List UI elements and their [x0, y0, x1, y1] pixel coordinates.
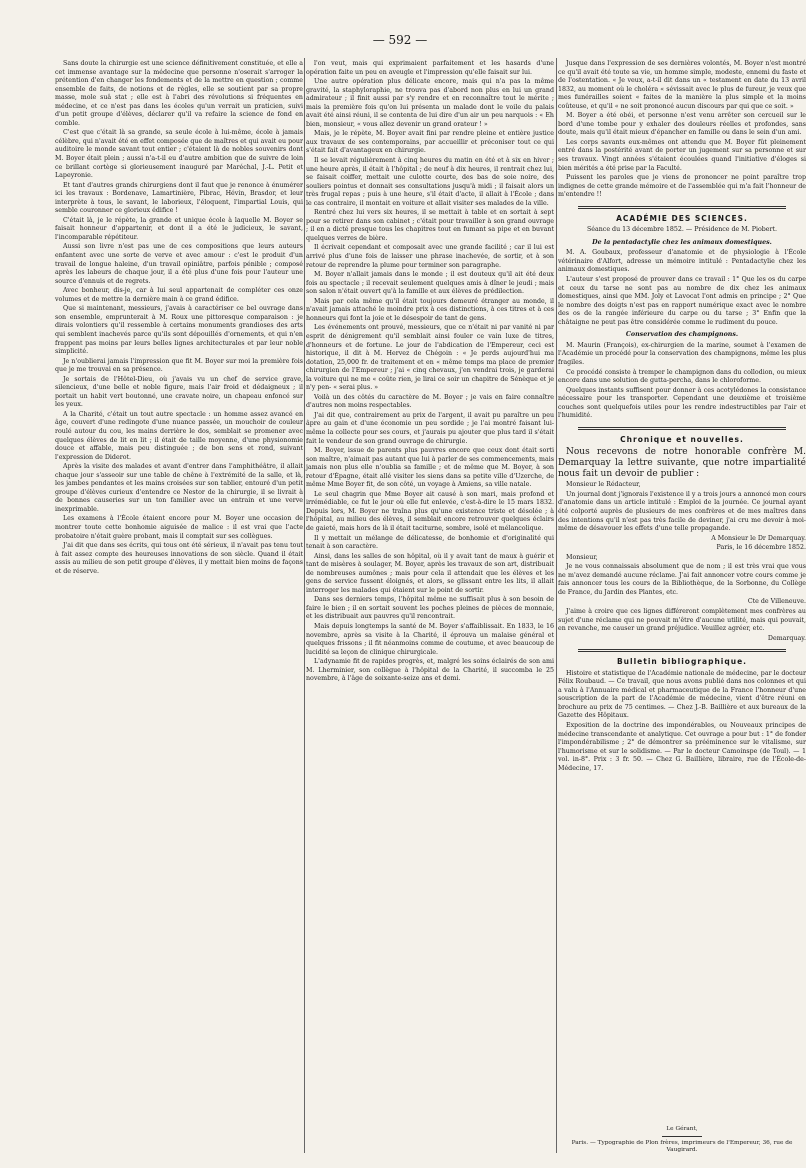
section-rule	[578, 206, 786, 209]
paragraph: Après la visite des malades et avant d'entrer dans l'amphithéâtre, il allait chaque jour s'asseoir sur une table de chêne à l'extrémité de la salle, et là, les jambes pendantes et les mains croisées sur son tablier, entouré d'un petit groupe d'élèves curieux d'entendre ce Nestor de la chirurgie, il se livrait à de bonnes causeries sur un ton familier avec un entrain et une verve inexprimable.	[55, 463, 303, 513]
chronique-heading: Chronique et nouvelles.	[620, 434, 744, 444]
paragraph: Il y mettait un mélange de délicatesse, de bonhomie et d'originalité qui tenait à son caractère.	[306, 534, 554, 551]
paragraph: Les examens à l'École étaient encore pour M. Boyer une occasion de montrer toute cette bonhomie aiguisée de malice : il est vrai que l'acte probatoire n'était guère probant, mais il comptait sur ses collègues.	[55, 515, 303, 540]
section-rule	[578, 427, 786, 430]
imprint: Paris. — Typographie de Plon frères, imprimeurs de l'Empereur, 36, rue de Vaugirard.	[571, 1140, 793, 1153]
paragraph: Aussi son livre n'est pas une de ces compositions que leurs auteurs enfantent avec une sorte de verve et avec amour : c'est le produit d'un travail de longue haleine, d'un travail opiniâtre, parfois pénible ; composé après les labeurs de chaque jour, il a été plus d'une fois pour l'auteur une source d'ennuis et de regrets.	[55, 243, 303, 285]
salutation: Monsieur,	[566, 553, 598, 561]
paragraph: Puissent les paroles que je viens de prononcer ne point paraître trop indignes de cette grande mémoire et de l'assemblée qui m'a fait l'honneur de m'entendre !!	[558, 174, 806, 199]
paragraph: M. Maurin (François), ex-chirurgien de la marine, soumet à l'examen de l'Académie un procédé pour la conservation des champignons, même les plus fragiles.	[558, 341, 806, 366]
paragraph: Une autre opération plus délicate encore, mais qui n'a pas la même gravité, la staphyloraphie, ne trouva pas d'abord non plus en lui un grand admirateur ; il finit aussi par s'y rendre et en reconnaître tout le mérite ; mais la première fois qu'on lui présenta un malade dont le voile du palais avait été ainsi réuni, il se contenta de lui dire d'un air un peu narquois : « Eh bien, monsieur, « vous allez devenir un grand orateur ! »	[306, 78, 554, 128]
paragraph: Que si maintenant, messieurs, j'avais à caractériser ce bel ouvrage dans son ensemble, emprunterait à M. Roux une pittoresque comparaison : je dirais volontiers qu'il ressemble à certains monuments grandioses des arts qui semblent inachevés parce qu'ils sont dépouillés d'ornements, et qui n'en frappent pas moins par leurs belles lignes architecturales et par leur noble simplicité.	[55, 305, 303, 356]
paragraph: Je sortais de l'Hôtel-Dieu, où j'avais vu un chef de service grave, silencieux, d'une belle et noble figure, mais l'air froid et dédaigneux ; il portait un habit vert boutonné, une cravate noire, un chapeau enfoncé sur les yeux.	[55, 375, 303, 409]
paragraph: Mais par cela même qu'il était toujours demeuré étranger au monde, il n'avait jamais attaché le moindre prix à ces distinctions, à ces titres et à ces honneurs qui font la joie et le désespoir de tant de gens.	[306, 297, 554, 322]
paragraph: C'était là, je le répète, la grande et unique école à laquelle M. Boyer se faisait honneur d'appartenir, et dont il a été le judicieux, le savant, l'incomparable répétiteur.	[55, 216, 303, 241]
paragraph: Il écrivait cependant et composait avec une grande facilité ; car il lui est arrivé plus d'une fois de laisser une phrase inachevée, de sortir, et à son retour de reprendre la plume pour terminer son paragraphe.	[306, 244, 554, 269]
paragraph: Je ne vous connaissais absolument que de nom ; il est très vrai que vous ne m'avez demandé aucune réclame. J'ai fait annoncer votre cours comme je fais annoncer tous les cours de la Bibliothèque, de la Sorbonne, du Collège de France, du Jardin des Plantes, etc.	[558, 563, 806, 596]
paragraph: Ce procédé consiste à tremper le champignon dans du collodion, ou mieux encore dans une solution de gutta-percha, dans le chloroforme.	[558, 368, 806, 385]
paragraph: C'est que c'était là sa grande, sa seule école à lui-même, école à jamais célèbre, qui n'avait été en effet composée que de maîtres et qui avait eu pour auditoire le monde savant tout entier ; c'étaient là de nobles souvenirs dont M. Boyer était plein ; aussi n'a-t-il eu d'autre ambition que de suivre de loin ce brillant cortège si glorieusement inauguré par Maréchal, J.-L. Petit et Lapeyronie.	[55, 129, 303, 180]
paragraph: M. Boyer n'allait jamais dans le monde ; il est douteux qu'il ait été deux fois au spectacle ; il recevait seulement quelques amis à dîner le jeudi ; mais son salon n'était ouvert qu'à la famille et aux élèves de prédilection.	[306, 271, 554, 296]
academie-heading: ACADÉMIE DES SCIENCES.	[616, 213, 748, 223]
paragraph: M. A. Goubaux, professeur d'anatomie et de physiologie à l'École vétérinaire d'Alfort, adresse un mémoire intitulé : Pentadactylie chez les animaux domestiques.	[558, 249, 806, 274]
paragraph: J'ai dit que dans ses écrits, qui tous ont été sérieux, il n'avait pas tenu tout à fait assez compte des heureuses innovations de son siècle. Quand il était assis au milieu de son petit groupe d'élèves, il y mettait bien moins de façons et de réserve.	[55, 542, 303, 575]
column-1	[55, 60, 303, 1150]
paragraph: Je n'oublierai jamais l'impression que fit M. Boyer sur moi la première fois que je me trouvai en sa présence.	[55, 357, 303, 374]
signature: Cte de Villeneuve.	[747, 598, 806, 606]
salutation: Monsieur le Rédacteur,	[566, 481, 641, 489]
paragraph: A la Charité, c'était un tout autre spectacle : un homme assez avancé en âge, couvert d'une redingote d'une nuance passée, un mouchoir de couleur roulé autour du cou, les mains derrière le dos, semblait se promener avec quelques élèves de lit en lit ; il était de taille moyenne, d'une physionomie douce et affable, mais peu distinguée ; de bon sens et rond, suivant l'expression de Diderot.	[55, 410, 303, 461]
paragraph: Sans doute la chirurgie est une science définitivement constituée, et elle a cet immense avantage sur la médecine que personne n'oserait s'arroger la prétention d'en changer les fondements et de la mettre en question ; comme ensemble de faits, de notions et de règles, elle se soutient par sa propre masse, mole suâ stat ; elle est à l'abri des révolutions si fréquentes en médecine, et ce n'est pas dans les écoles qu'un verrait un praticien, suivi d'un petit groupe d'élèves, déclarer qu'il va refaire la science de fond en comble.	[55, 60, 303, 127]
paragraph: Mais, je le répète, M. Boyer avait fini par rendre pleine et entière justice aux travaux de ses contemporains, par accueillir et préconiser tout ce qui s'était fait d'avantageux en chirurgie.	[306, 130, 554, 155]
paragraph: Avec bonheur, dis-je, car à lui seul appartenait de compléter ces onze volumes et de mettre la dernière main à ce grand édifice.	[55, 287, 303, 303]
paragraph: Ainsi, dans les salles de son hôpital, où il y avait tant de maux à guérir et tant de misères à soulager, M. Boyer, après les travaux de son art, distribuait de nombreuses aumônes ; mais pour cela il attendait que les élèves et les gens de service fussent éloignés, et alors, se glissant entre les lits, il allait interroger les malades qui étaient sur le point de sortir.	[306, 552, 554, 594]
page-number: — 592 —	[372, 33, 428, 47]
seance-line: Séance du 13 décembre 1852. — Présidence de M. Piobert.	[586, 226, 778, 234]
paragraph: l'on veut, mais qui exprimaient parfaitement et les hasards d'une opération faite un peu en aveugle et l'impression qu'elle faisait sur lui.	[306, 60, 554, 76]
paragraph: Dans ses derniers temps, l'hôpital même ne suffisait plus à son besoin de faire le bien ; il en sortait souvent les poches pleines de pièces de monnaie, et les distribuait aux pauvres qu'il rencontrait.	[306, 596, 554, 621]
paragraph: Les événements ont prouvé, messieurs, que ce n'était ni par vanité ni par esprit de dénigrement qu'il semblait ainsi fouler ce vain luxe de titres, d'honneurs et de fortune. Le jour de l'abdication de l'Empereur, ceci est historique, il dit à M. Hervez de Chégoin : « Je perds aujourd'hui ma dotation, 25,000 fr. de traitement et en « même temps ma place de premier chirurgien de l'Empereur ; j'ai « cinq chevaux, j'en vendrai trois, je garderai la voiture qui ne me « coûte rien, je lirai ce soir un chapitre de Sénèque et je n'y pen- « serai plus. »	[306, 324, 554, 392]
paragraph: Rentré chez lui vers six heures, il se mettait à table et en sortait à sept pour se retirer dans son cabinet ; c'était pour travailler à son grand ouvrage ; il en a dicté presque tous les chapitres tout en fumant sa pipe et en buvant quelques verres de bière.	[306, 209, 554, 242]
paragraph: Le seul chagrin que Mme Boyer ait causé à son mari, mais profond et irrémédiable, ce fut le jour où elle fut enlevée, c'est-à-dire le 15 mars 1832. Depuis lors, M. Boyer ne traîna plus qu'une existence triste et désolée ; à l'hôpital, au milieu des élèves, il semblait encore retrouver quelques éclairs de gaieté, mais hors de là il était taciturne, sombre, isolé et mélancolique.	[306, 490, 554, 532]
gerant-label: Le Gérant,	[666, 1126, 698, 1132]
paragraph: Un journal dont j'ignorais l'existence il y a trois jours a annoncé mon cours d'anatomie dans un article intitulé : Emploi de la journée. Ce journal ayant été colporté auprès de plusieurs de mes confrères et de mes maîtres dans des intentions qu'il n'est pas très facile de deviner, j'ai cru me devoir à moi-même de désavouer les effets d'une telle propagande.	[558, 490, 806, 533]
paragraph: Les corps savants eux-mêmes ont attendu que M. Boyer fût pleinement entré dans la postérité avant de porter un jugement sur sa personne et sur ses travaux. Vingt années s'étaient écoulées quand l'initiative d'éloges si bien mérités a été prise par la Faculté.	[558, 138, 806, 172]
paragraph: M. Boyer a été obéi, et personne n'est venu arrêter son cercueil sur le bord d'une tombe pour y exhaler des douleurs réelles et profondes, sans doute, mais qu'il était mieux d'épancher en famille ou dans le sein d'un ami.	[558, 112, 806, 137]
bulletin-heading: Bulletin bibliographique.	[616, 657, 748, 667]
bibliography-entry: Exposition de la doctrine des impondérables, ou Nouveaux principes de médecine transcendante et analytique. Cet ouvrage a pour but : 1° de fonder l'impondérabilisme ; 2° de démontrer sa prééminence sur le vitalisme, sur l'humorisme et sur le solidisme. — Par le docteur Camoinspe (de Toul). — 1 vol. in-8°. Prix : 3 fr. 50. — Chez G. Baillière, libraire, rue de l'École-de-Médecine, 17.	[558, 722, 806, 772]
paragraph: Mais depuis longtemps la santé de M. Boyer s'affaiblissait. En 1833, le 16 novembre, après sa visite à la Charité, il éprouva un malaise général et quelques frissons ; il fit néanmoins comme de coutume, et avec beaucoup de lucidité sa leçon de clinique chirurgicale.	[306, 623, 554, 656]
paragraph: L'auteur s'est proposé de prouver dans ce travail : 1° Que les os du carpe et ceux du tarse ne sont pas au nombre de dix chez les animaux domestiques, ainsi que MM. Joly et Lavocat l'ont admis en principe ; 2° Que le nombre des doigts n'est pas en rapport numérique exact avec le nombre des os de la rangée inférieure du carpe ou du tarse ; 3° Enfin que la châtaigne ne peut pas être considérée comme le rudiment du pouce.	[558, 276, 806, 326]
footer	[558, 1126, 806, 1154]
chronique-lead: Nous recevons de notre honorable confrère M. Demarquay la lettre suivante, que notre impartialité nous fait un devoir de publier :	[558, 447, 806, 480]
signature: Demarquay.	[767, 634, 806, 642]
column-divider	[556, 58, 557, 1153]
column-3	[558, 60, 806, 1150]
bibliography-entry: Histoire et statistique de l'Académie nationale de médecine, par le docteur Félix Roubaud. — Ce travail, que nous avons publié dans nos colonnes et qui a valu à l'Annuaire médical et pharmaceutique de la France l'honneur d'une souscription de la part de l'Académie de médecine, vient d'être réuni en brochure au prix de 75 centimes. — Chez J.-B. Baillière et aux bureaux de la Gazette des Hôpitaux.	[558, 669, 806, 720]
column-2	[306, 60, 554, 1150]
footer-rule	[662, 1136, 702, 1137]
paragraph: M. Boyer, issue de parents plus pauvres encore que ceux dont était sorti son maître, n'aimait pas autant que lui à parler de ses commencements, mais jamais non plus elle n'oublia sa famille ; et de même que M. Boyer, à son retour d'Épagne, était allé visiter les siens dans sa petite ville d'Uzerche, de même Mme Boyer fit, de son côté, un voyage à Amiens, sa ville natale.	[306, 447, 554, 489]
paragraph: Jusque dans l'expression de ses dernières volontés, M. Boyer n'est montré ce qu'il avait été toute sa vie, un homme simple, modeste, ennemi du faste et de l'ostentation. « Je veux, a-t-il dit dans un « testament en date du 13 avril 1832, au moment où le choléra « sévissait avec le plus de fureur, je veux que mes funérailles soient « faites de la manière la plus simple et la moins coûteuse, et qu'il « ne soit prononcé aucun discours par qui que ce soit. »	[558, 60, 806, 110]
paragraph: Il se levait régulièrement à cinq heures du matin en été et à six en hiver ; une heure après, il était à l'hôpital ; de neuf à dix heures, il rentrait chez lui, se faisait coiffer, mettait une culotte courte, des bas de soie noire, des souliers pointus et donnait ses consultations jusqu'à midi ; il faisait alors un très frugal repas ; puis à une heure, s'il était d'acte, il allait à l'École ; dans le cas contraire, il montait en voiture et allait visiter ses malades de la ville.	[306, 157, 554, 207]
academie-subheading: Conservation des champignons.	[625, 331, 739, 339]
paragraph: L'adynamie fit de rapides progrès, et, malgré les soins éclairés de son ami M. Lherminier, son collègue à l'hôpital de la Charité, il succomba le 25 novembre, à l'âge de soixante-seize ans et demi.	[306, 658, 554, 683]
paragraph: Et tant d'autres grands chirurgiens dont il faut que je renonce à énumérer ici les travaux : Bordenave, Lamartinière, Pibrac, Hévin, Brasdor, et leur interprète à tous, le savant, le laborieux, l'éloquent, l'impartial Louis, qui semble couronner ce glorieux édifice !	[55, 181, 303, 215]
column-divider	[304, 58, 305, 1153]
paragraph: Voilà un des côtés du caractère de M. Boyer ; je vais en faire connaître d'autres non moins respectables.	[306, 393, 554, 410]
paragraph: J'aime à croire que ces lignes différeront complètement mes confrères au sujet d'une réclame qui ne pouvait m'être d'aucune utilité, mais qui pouvait, en revanche, me causer un grand préjudice. Veuillez agréer, etc.	[558, 607, 806, 633]
paragraph: Quelques instants suffisent pour donner à ces acotylédones la consistance nécessaire pour les transporter. Cependant une deuxième et troisième couches sont quelquefois utiles pour les rendre indestructibles par l'air et l'humidité.	[558, 386, 806, 420]
academie-subheading: De la pentadactylie chez les animaux domestiques.	[592, 238, 772, 246]
section-rule	[578, 649, 786, 652]
letter-date: Paris, le 16 décembre 1852.	[716, 544, 806, 552]
letter-address: A Monsieur le Dr Demarquay.	[711, 534, 806, 542]
paragraph: J'ai dit que, contrairement au prix de l'argent, il avait pu paraître un peu âpre au gain et d'une économie un peu sordide ; je l'ai montré faisant lui-même la collecte pour ses cours, et j'aurais pu ajouter que plus tard il s'était fait le vendeur de son grand ouvrage de chirurgie.	[306, 411, 554, 445]
